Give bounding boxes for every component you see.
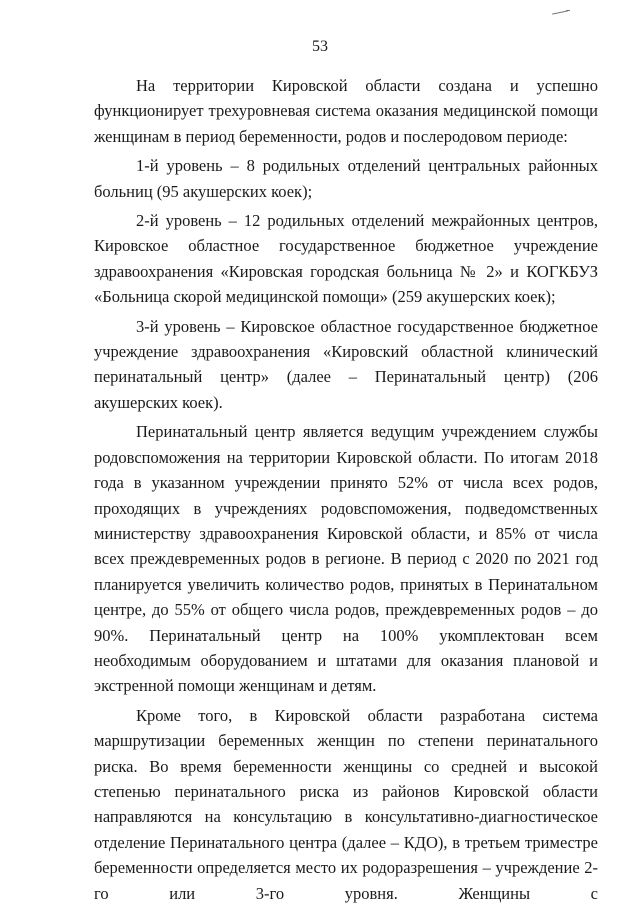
paragraph-routing: Кроме того, в Кировской области разработана система маршрутизации беременных женщин по степени перинатального риска. Во время беременности женщины со средней и высокой степенью перинатального риска из районов Кировской области направляются на консультацию в консультативно-диагностическое отделение Перинатального центра (далее – КДО), в третьем триместре беременности определяется место их родоразрешения – учреждение 2-го или 3-го уровня. Женщины с xyxy=(94,705,598,903)
page-number: 53 xyxy=(312,38,328,55)
paragraph-level-3: 3-й уровень – Кировское областное государственное бюджетное учреждение здравоохранения «Кировский областной клинический перинатальный центр» (далее – Перинатальный центр) (206 акушерских коек). xyxy=(94,316,598,412)
paragraph-perinatal-center: Перинатальный центр является ведущим учреждением службы родовспоможения на территории Кировской области. По итогам 2018 года в указанном учреждении принято 52% от числа всех родов, проходящих в учреждениях родовспоможения, подведомственных министерству здравоохранения Кировской области, и 85% от числа всех преждевременных родов в регионе. В период с 2020 по 2021 год планируется увеличить количество родов, принятых в Перинатальном центре, до 55% от общего числа родов, преждевременных родов – до 90%. Перинатальный центр на 100% укомплектован всем необходимым оборудованием и штатами для оказания плановой и экстренной помощи женщинам и детям. xyxy=(94,422,598,696)
paragraph-level-2: 2-й уровень – 12 родильных отделений межрайонных центров, Кировское областное государственное бюджетное учреждение здравоохранения «Кировская городская больница № 2» и КОГКБУЗ «Больница скорой медицинской помощи» (259 акушерских коек); xyxy=(94,211,598,307)
body-text xyxy=(94,73,598,906)
paragraph-intro: На территории Кировской области создана и успешно функционирует трехуровневая система оказания медицинской помощи женщинам в период беременности, родов и послеродовом периоде: xyxy=(94,76,598,146)
scan-artifact xyxy=(566,10,570,11)
paragraph-level-1: 1-й уровень – 8 родильных отделений центральных районных больниц (95 акушерских коек); xyxy=(94,156,598,201)
